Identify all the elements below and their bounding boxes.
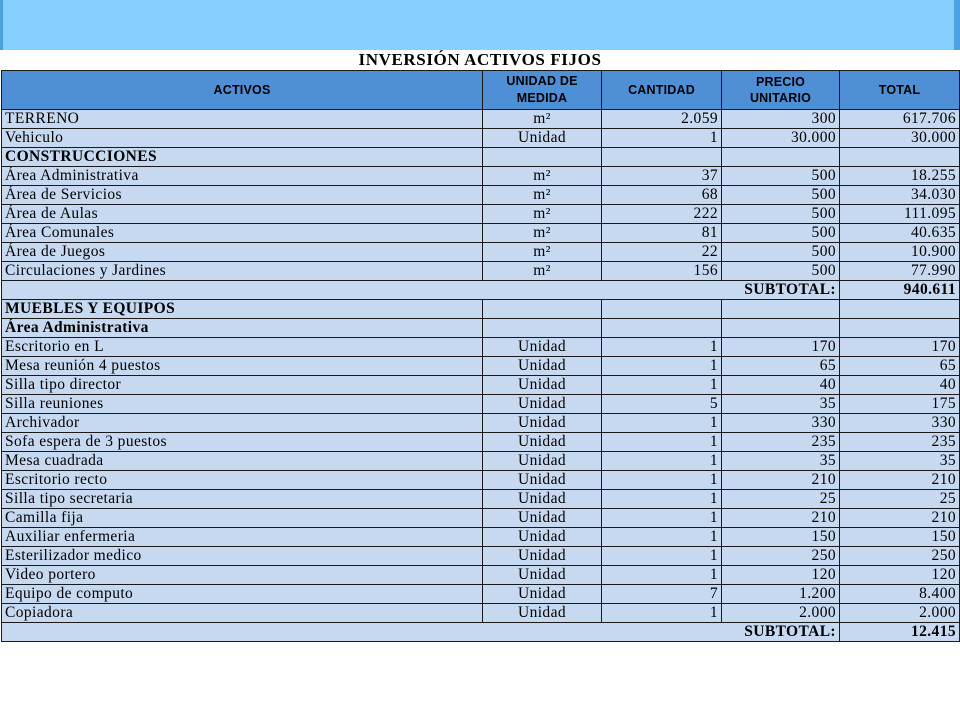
table-row bbox=[2, 452, 960, 471]
row-quantity: 1 bbox=[602, 129, 722, 148]
row-unit: m² bbox=[483, 262, 602, 281]
table-row bbox=[2, 490, 960, 509]
row-unit: Unidad bbox=[483, 528, 602, 547]
row-name: Área de Juegos bbox=[2, 243, 483, 262]
row-total: 65 bbox=[840, 357, 960, 376]
row-price: 25 bbox=[722, 490, 840, 509]
row-name: TERRENO bbox=[2, 110, 483, 129]
column-header-total: TOTAL bbox=[840, 71, 960, 110]
row-name: Área de Servicios bbox=[2, 186, 483, 205]
row-name: Escritorio en L bbox=[2, 338, 483, 357]
row-price: 150 bbox=[722, 528, 840, 547]
column-header-cantidad: CANTIDAD bbox=[602, 71, 722, 110]
row-price: 170 bbox=[722, 338, 840, 357]
row-total: 25 bbox=[840, 490, 960, 509]
fixed-assets-sheet bbox=[0, 50, 960, 642]
row-unit: Unidad bbox=[483, 433, 602, 452]
row-name: Vehiculo bbox=[2, 129, 483, 148]
table-row bbox=[2, 224, 960, 243]
header-row bbox=[2, 71, 960, 110]
row-total: 40.635 bbox=[840, 224, 960, 243]
row-name: Circulaciones y Jardines bbox=[2, 262, 483, 281]
row-unit: Unidad bbox=[483, 547, 602, 566]
row-total: 2.000 bbox=[840, 604, 960, 623]
section-row-construcciones bbox=[2, 148, 960, 167]
row-unit: Unidad bbox=[483, 452, 602, 471]
table-title: INVERSIÓN ACTIVOS FIJOS bbox=[0, 50, 960, 70]
row-price: 65 bbox=[722, 357, 840, 376]
row-quantity: 37 bbox=[602, 167, 722, 186]
row-quantity: 1 bbox=[602, 471, 722, 490]
column-header-precio: PRECIO UNITARIO bbox=[722, 71, 840, 110]
row-quantity: 1 bbox=[602, 376, 722, 395]
row-price: 250 bbox=[722, 547, 840, 566]
row-price: 35 bbox=[722, 452, 840, 471]
row-name: Archivador bbox=[2, 414, 483, 433]
table-row bbox=[2, 395, 960, 414]
section-label: CONSTRUCCIONES bbox=[2, 148, 483, 167]
row-quantity: 1 bbox=[602, 604, 722, 623]
subsection-row-area-administrativa bbox=[2, 319, 960, 338]
subtotal-row-muebles bbox=[2, 623, 960, 642]
row-unit: m² bbox=[483, 186, 602, 205]
row-total: 30.000 bbox=[840, 129, 960, 148]
row-quantity: 1 bbox=[602, 414, 722, 433]
row-price: 40 bbox=[722, 376, 840, 395]
row-quantity: 68 bbox=[602, 186, 722, 205]
row-quantity: 5 bbox=[602, 395, 722, 414]
table-row bbox=[2, 604, 960, 623]
row-price: 2.000 bbox=[722, 604, 840, 623]
row-quantity: 1 bbox=[602, 547, 722, 566]
row-price: 1.200 bbox=[722, 585, 840, 604]
row-name: Área Comunales bbox=[2, 224, 483, 243]
row-unit: Unidad bbox=[483, 376, 602, 395]
row-quantity: 1 bbox=[602, 452, 722, 471]
table-row bbox=[2, 129, 960, 148]
row-total: 250 bbox=[840, 547, 960, 566]
table-row bbox=[2, 357, 960, 376]
row-total: 111.095 bbox=[840, 205, 960, 224]
table-row bbox=[2, 243, 960, 262]
row-price: 210 bbox=[722, 471, 840, 490]
row-unit: m² bbox=[483, 243, 602, 262]
fixed-assets-table bbox=[1, 70, 960, 642]
row-name: Silla reuniones bbox=[2, 395, 483, 414]
row-unit: Unidad bbox=[483, 395, 602, 414]
row-unit: Unidad bbox=[483, 471, 602, 490]
row-quantity: 22 bbox=[602, 243, 722, 262]
row-price: 500 bbox=[722, 243, 840, 262]
row-total: 120 bbox=[840, 566, 960, 585]
row-price: 330 bbox=[722, 414, 840, 433]
row-unit: m² bbox=[483, 167, 602, 186]
row-price: 30.000 bbox=[722, 129, 840, 148]
row-price: 500 bbox=[722, 186, 840, 205]
row-quantity: 222 bbox=[602, 205, 722, 224]
table-row bbox=[2, 566, 960, 585]
table-row bbox=[2, 433, 960, 452]
row-quantity: 1 bbox=[602, 433, 722, 452]
row-total: 210 bbox=[840, 471, 960, 490]
row-name: Escritorio recto bbox=[2, 471, 483, 490]
header-band bbox=[0, 0, 960, 50]
table-row bbox=[2, 471, 960, 490]
table-row bbox=[2, 585, 960, 604]
section-row-muebles bbox=[2, 300, 960, 319]
row-unit: Unidad bbox=[483, 129, 602, 148]
column-header-unidad: UNIDAD DE MEDIDA bbox=[483, 71, 602, 110]
row-price: 500 bbox=[722, 205, 840, 224]
row-price: 500 bbox=[722, 167, 840, 186]
row-quantity: 1 bbox=[602, 509, 722, 528]
row-total: 10.900 bbox=[840, 243, 960, 262]
row-unit: Unidad bbox=[483, 414, 602, 433]
row-price: 500 bbox=[722, 224, 840, 243]
row-unit: Unidad bbox=[483, 585, 602, 604]
row-quantity: 1 bbox=[602, 490, 722, 509]
subtotal-value: 12.415 bbox=[840, 623, 960, 642]
row-total: 8.400 bbox=[840, 585, 960, 604]
row-name: Sofa espera de 3 puestos bbox=[2, 433, 483, 452]
section-label: MUEBLES Y EQUIPOS bbox=[2, 300, 483, 319]
table-row bbox=[2, 547, 960, 566]
table-row bbox=[2, 376, 960, 395]
subtotal-label: SUBTOTAL: bbox=[2, 623, 840, 642]
row-name: Área Administrativa bbox=[2, 167, 483, 186]
row-price: 300 bbox=[722, 110, 840, 129]
row-quantity: 2.059 bbox=[602, 110, 722, 129]
subtotal-value: 940.611 bbox=[840, 281, 960, 300]
row-total: 235 bbox=[840, 433, 960, 452]
row-unit: Unidad bbox=[483, 566, 602, 585]
row-unit: Unidad bbox=[483, 357, 602, 376]
row-name: Copiadora bbox=[2, 604, 483, 623]
row-quantity: 1 bbox=[602, 338, 722, 357]
row-price: 210 bbox=[722, 509, 840, 528]
table-row bbox=[2, 262, 960, 281]
row-total: 18.255 bbox=[840, 167, 960, 186]
row-quantity: 81 bbox=[602, 224, 722, 243]
row-quantity: 1 bbox=[602, 528, 722, 547]
table-row bbox=[2, 509, 960, 528]
row-quantity: 156 bbox=[602, 262, 722, 281]
table-row bbox=[2, 414, 960, 433]
row-total: 330 bbox=[840, 414, 960, 433]
row-name: Video portero bbox=[2, 566, 483, 585]
row-quantity: 1 bbox=[602, 566, 722, 585]
row-unit: Unidad bbox=[483, 338, 602, 357]
table-row bbox=[2, 338, 960, 357]
row-unit: m² bbox=[483, 110, 602, 129]
row-unit: Unidad bbox=[483, 509, 602, 528]
row-name: Equipo de computo bbox=[2, 585, 483, 604]
table-row bbox=[2, 528, 960, 547]
row-name: Área de Aulas bbox=[2, 205, 483, 224]
table-row bbox=[2, 186, 960, 205]
row-unit: Unidad bbox=[483, 604, 602, 623]
row-price: 120 bbox=[722, 566, 840, 585]
row-quantity: 7 bbox=[602, 585, 722, 604]
row-total: 170 bbox=[840, 338, 960, 357]
table-row bbox=[2, 167, 960, 186]
subsection-label: Área Administrativa bbox=[2, 319, 483, 338]
row-unit: m² bbox=[483, 224, 602, 243]
table-row bbox=[2, 205, 960, 224]
row-price: 35 bbox=[722, 395, 840, 414]
row-name: Auxiliar enfermeria bbox=[2, 528, 483, 547]
table-row bbox=[2, 110, 960, 129]
row-unit: Unidad bbox=[483, 490, 602, 509]
row-quantity: 1 bbox=[602, 357, 722, 376]
row-price: 235 bbox=[722, 433, 840, 452]
subtotal-label: SUBTOTAL: bbox=[2, 281, 840, 300]
row-name: Silla tipo director bbox=[2, 376, 483, 395]
row-total: 34.030 bbox=[840, 186, 960, 205]
row-total: 210 bbox=[840, 509, 960, 528]
row-name: Camilla fija bbox=[2, 509, 483, 528]
row-price: 500 bbox=[722, 262, 840, 281]
row-name: Mesa cuadrada bbox=[2, 452, 483, 471]
row-name: Esterilizador medico bbox=[2, 547, 483, 566]
subtotal-row-construcciones bbox=[2, 281, 960, 300]
row-total: 40 bbox=[840, 376, 960, 395]
column-header-activos: ACTIVOS bbox=[2, 71, 483, 110]
row-total: 150 bbox=[840, 528, 960, 547]
row-total: 175 bbox=[840, 395, 960, 414]
row-total: 35 bbox=[840, 452, 960, 471]
row-name: Mesa reunión 4 puestos bbox=[2, 357, 483, 376]
row-unit: m² bbox=[483, 205, 602, 224]
row-total: 617.706 bbox=[840, 110, 960, 129]
row-name: Silla tipo secretaria bbox=[2, 490, 483, 509]
row-total: 77.990 bbox=[840, 262, 960, 281]
